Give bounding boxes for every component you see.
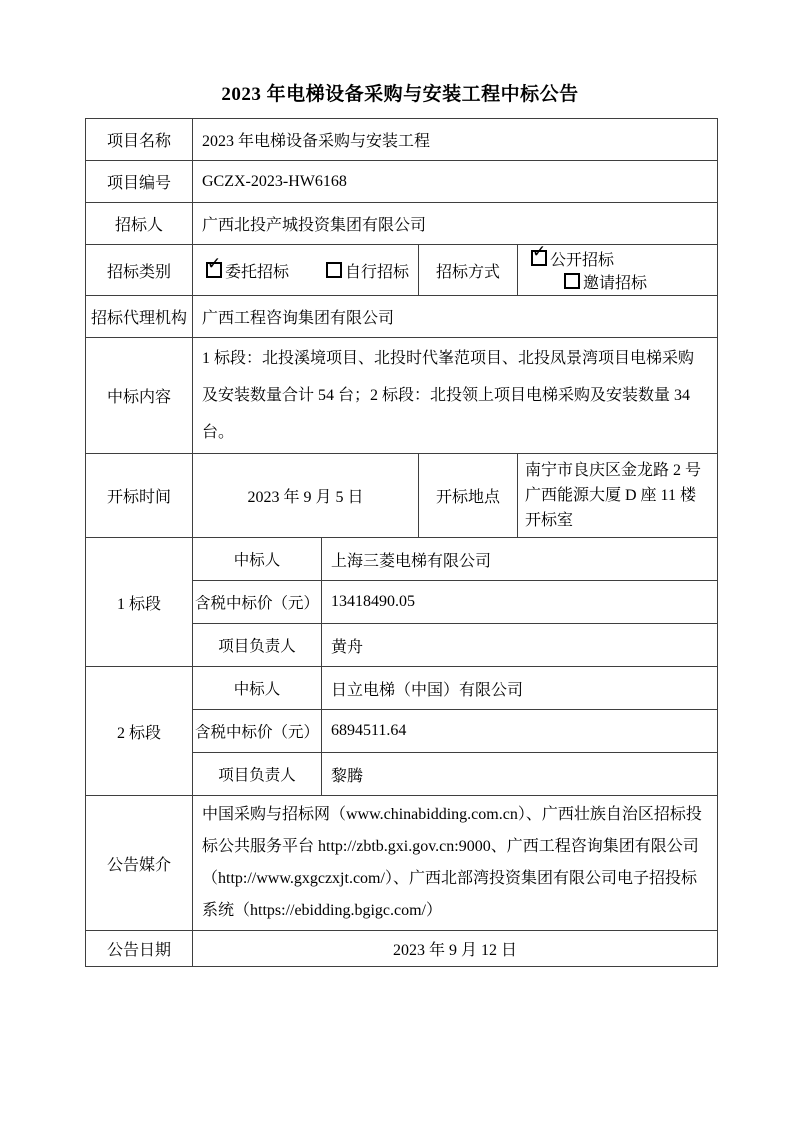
- checkbox-empty-icon: [564, 273, 580, 289]
- tender-category-options: [193, 245, 419, 296]
- section2-price-value: 6894511.64: [322, 710, 718, 753]
- checkbox-checked-icon: [531, 244, 547, 266]
- tenderer-label: 招标人: [86, 203, 193, 245]
- option-self-tender: [326, 259, 409, 282]
- section1-price-value: 13418490.05: [322, 581, 718, 624]
- announce-date-label: 公告日期: [86, 931, 193, 967]
- row-project-name: [86, 119, 718, 161]
- option-open-tender: [531, 244, 615, 270]
- announce-date-value: 2023 年 9 月 12 日: [193, 931, 718, 967]
- option-label: 邀请招标: [583, 275, 648, 292]
- section1-winner-value: 上海三菱电梯有限公司: [322, 538, 718, 581]
- row-award-content: [86, 338, 718, 454]
- section1-manager-label: 项目负责人: [193, 624, 322, 667]
- tender-method-options: [518, 245, 718, 296]
- row-media: [86, 796, 718, 931]
- check-icon: ✓: [207, 253, 222, 274]
- tender-category-label: 招标类别: [86, 245, 193, 296]
- award-content-value: 1 标段：北投溪境项目、北投时代峯范项目、北投凤景湾项目电梯采购及安装数量合计 54 台；2 标段：北投领上项目电梯采购及安装数量 34 台。: [193, 338, 718, 454]
- award-content-label: 中标内容: [86, 338, 193, 454]
- option-label: 公开招标: [550, 252, 615, 269]
- row-tender-category: [86, 245, 718, 296]
- section2-price-label: 含税中标价（元）: [193, 710, 322, 753]
- option-label: 自行招标: [345, 263, 410, 281]
- document-title: 2023 年电梯设备采购与安装工程中标公告: [221, 84, 579, 105]
- section2-label: 2 标段: [86, 667, 193, 796]
- section2-winner-value: 日立电梯（中国）有限公司: [322, 667, 718, 710]
- media-label: 公告媒介: [86, 796, 193, 931]
- option-delegated-tender: [206, 253, 290, 282]
- agency-label: 招标代理机构: [86, 296, 193, 338]
- project-name-value: 2023 年电梯设备采购与安装工程: [193, 119, 718, 161]
- option-label: 委托招标: [225, 263, 290, 281]
- checkbox-empty-icon: [326, 262, 342, 278]
- row-project-number: [86, 161, 718, 203]
- project-number-value: GCZX-2023-HW6168: [193, 161, 718, 203]
- row-agency: [86, 296, 718, 338]
- row-section2-winner: [86, 667, 718, 710]
- agency-value: 广西工程咨询集团有限公司: [193, 296, 718, 338]
- tender-method-label: 招标方式: [419, 245, 518, 296]
- checkbox-checked-icon: [206, 253, 222, 278]
- section1-manager-value: 黄舟: [322, 624, 718, 667]
- section2-manager-label: 项目负责人: [193, 753, 322, 796]
- section1-winner-label: 中标人: [193, 538, 322, 581]
- bid-opening-place-label: 开标地点: [419, 454, 518, 538]
- section1-label: 1 标段: [86, 538, 193, 667]
- row-bid-opening: [86, 454, 718, 538]
- tenderer-value: 广西北投产城投资集团有限公司: [193, 203, 718, 245]
- announcement-table: [85, 118, 718, 967]
- section1-price-label: 含税中标价（元）: [193, 581, 322, 624]
- section2-manager-value: 黎腾: [322, 753, 718, 796]
- bid-opening-time-label: 开标时间: [86, 454, 193, 538]
- section2-winner-label: 中标人: [193, 667, 322, 710]
- check-icon: ✓: [532, 244, 547, 262]
- media-value: 中国采购与招标网（www.chinabidding.com.cn）、广西壮族自治区招标投标公共服务平台 http://zbtb.gxi.gov.cn:9000、广西工程咨询集团有限公司（http://www.gxgczxjt.com/）、广西北部湾投资集团有限公司电子招投标系统（https://ebidding.bgigc.com/）: [193, 796, 718, 931]
- bid-opening-time-value: 2023 年 9 月 5 日: [193, 454, 419, 538]
- project-number-label: 项目编号: [86, 161, 193, 203]
- row-announce-date: [86, 931, 718, 967]
- row-tenderer: [86, 203, 718, 245]
- bid-opening-place-value: 南宁市良庆区金龙路 2 号广西能源大厦 D 座 11 楼开标室: [518, 454, 718, 538]
- option-invited-tender: [564, 270, 647, 293]
- row-section1-winner: [86, 538, 718, 581]
- project-name-label: 项目名称: [86, 119, 193, 161]
